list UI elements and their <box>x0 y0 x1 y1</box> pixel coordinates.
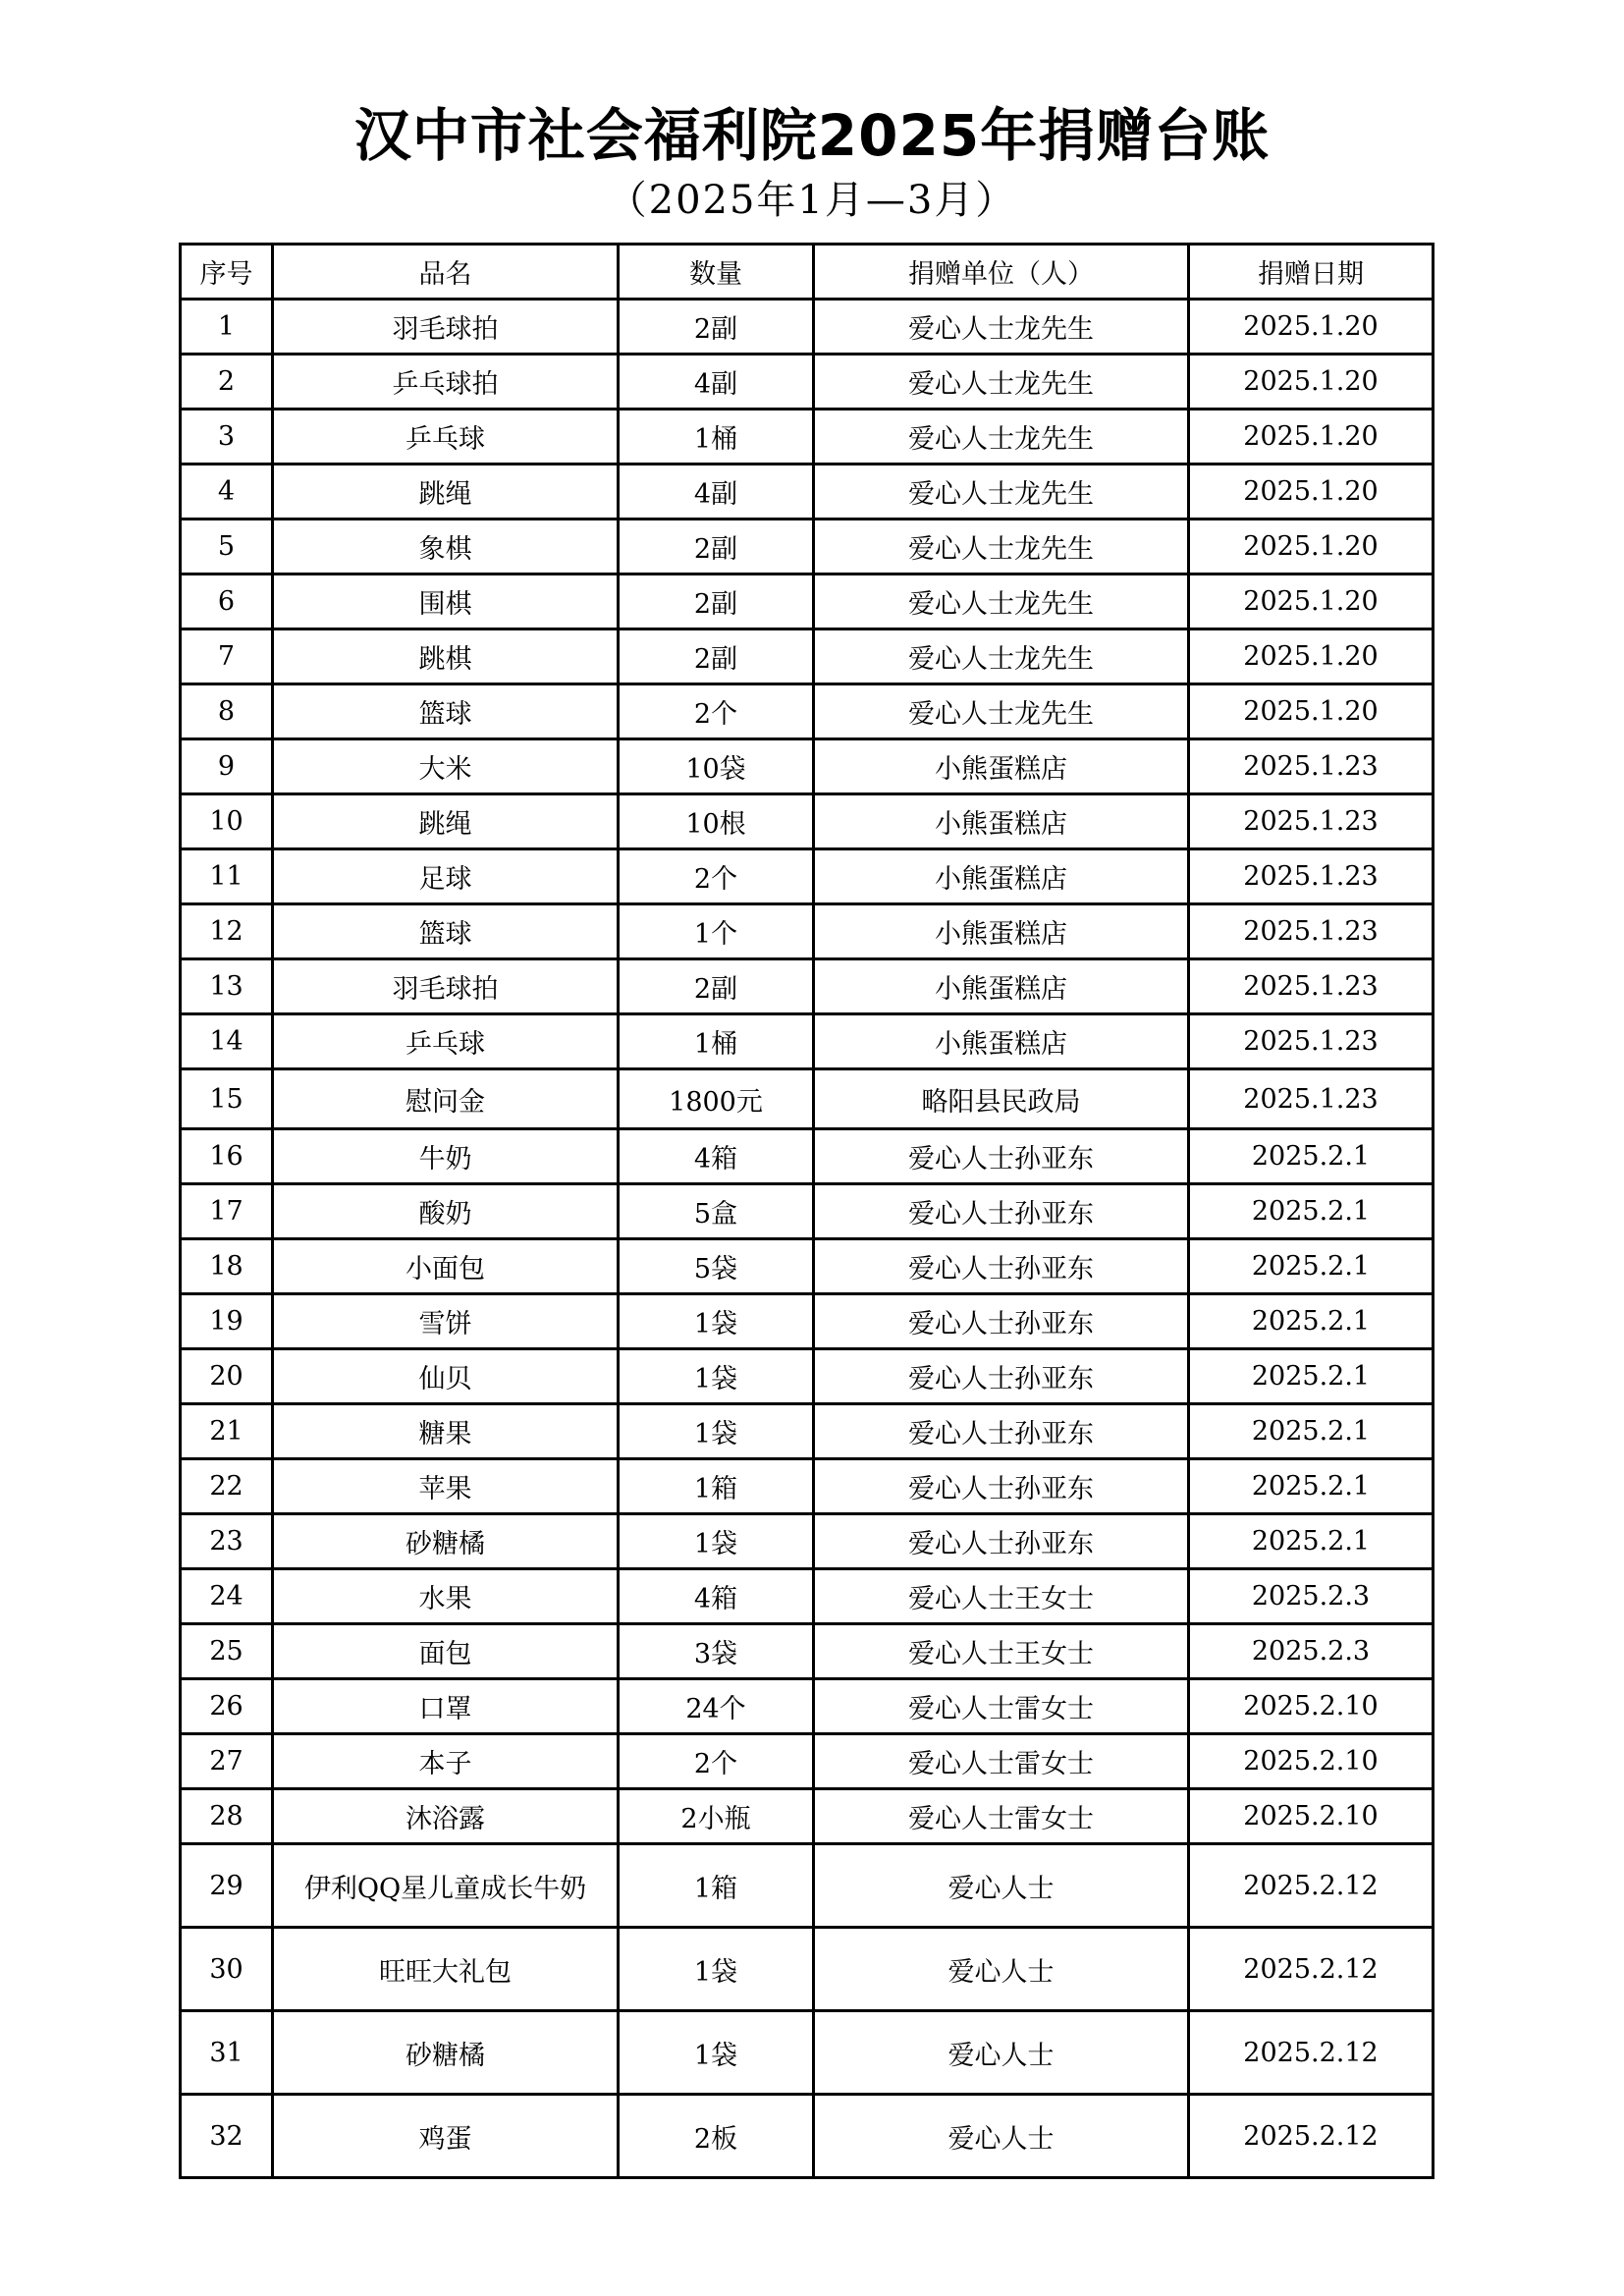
table-row <box>181 2095 1434 2178</box>
cell-index: 27 <box>181 1734 273 1789</box>
cell-quantity: 2副 <box>619 519 814 574</box>
cell-date: 2025.1.23 <box>1189 959 1434 1014</box>
cell-item-name: 沐浴露 <box>273 1789 619 1844</box>
table-row <box>181 1928 1434 2011</box>
cell-quantity: 10袋 <box>619 739 814 794</box>
cell-item-name: 跳绳 <box>273 465 619 519</box>
cell-donor: 爱心人士孙亚东 <box>814 1459 1189 1514</box>
cell-quantity: 2副 <box>619 629 814 684</box>
cell-date: 2025.1.23 <box>1189 739 1434 794</box>
cell-donor: 爱心人士孙亚东 <box>814 1404 1189 1459</box>
cell-item-name: 跳绳 <box>273 794 619 849</box>
cell-item-name: 篮球 <box>273 684 619 739</box>
cell-date: 2025.2.3 <box>1189 1624 1434 1679</box>
table-row <box>181 684 1434 739</box>
cell-quantity: 24个 <box>619 1679 814 1734</box>
cell-index: 13 <box>181 959 273 1014</box>
cell-item-name: 雪饼 <box>273 1294 619 1349</box>
cell-donor: 小熊蛋糕店 <box>814 959 1189 1014</box>
page-subtitle: （2025年1月—3月） <box>607 178 1017 223</box>
cell-quantity: 1箱 <box>619 1459 814 1514</box>
cell-index: 1 <box>181 300 273 355</box>
cell-quantity: 1袋 <box>619 1349 814 1404</box>
table-row <box>181 355 1434 410</box>
cell-quantity: 1箱 <box>619 1844 814 1928</box>
cell-quantity: 3袋 <box>619 1624 814 1679</box>
cell-donor: 爱心人士龙先生 <box>814 410 1189 465</box>
table-row <box>181 794 1434 849</box>
cell-date: 2025.1.23 <box>1189 794 1434 849</box>
cell-donor: 爱心人士龙先生 <box>814 519 1189 574</box>
table-row <box>181 1404 1434 1459</box>
donation-ledger-table <box>179 243 1435 2179</box>
cell-index: 28 <box>181 1789 273 1844</box>
cell-date: 2025.1.20 <box>1189 574 1434 629</box>
cell-quantity: 1袋 <box>619 1404 814 1459</box>
cell-date: 2025.2.1 <box>1189 1514 1434 1569</box>
cell-quantity: 2副 <box>619 574 814 629</box>
cell-index: 12 <box>181 904 273 959</box>
cell-quantity: 1袋 <box>619 1514 814 1569</box>
cell-donor: 爱心人士雷女士 <box>814 1734 1189 1789</box>
cell-donor: 爱心人士 <box>814 1844 1189 1928</box>
cell-index: 23 <box>181 1514 273 1569</box>
cell-quantity: 2板 <box>619 2095 814 2178</box>
cell-item-name: 大米 <box>273 739 619 794</box>
column-header-quantity: 数量 <box>619 245 814 300</box>
header-row <box>181 245 1434 300</box>
cell-donor: 爱心人士龙先生 <box>814 629 1189 684</box>
cell-date: 2025.1.20 <box>1189 355 1434 410</box>
cell-date: 2025.1.23 <box>1189 849 1434 904</box>
cell-date: 2025.2.12 <box>1189 1928 1434 2011</box>
cell-date: 2025.2.12 <box>1189 1844 1434 1928</box>
cell-quantity: 4箱 <box>619 1129 814 1184</box>
table-row <box>181 1514 1434 1569</box>
cell-donor: 爱心人士孙亚东 <box>814 1514 1189 1569</box>
cell-date: 2025.2.10 <box>1189 1789 1434 1844</box>
table-row <box>181 1129 1434 1184</box>
cell-index: 25 <box>181 1624 273 1679</box>
cell-donor: 爱心人士孙亚东 <box>814 1349 1189 1404</box>
cell-index: 17 <box>181 1184 273 1239</box>
cell-date: 2025.2.1 <box>1189 1294 1434 1349</box>
cell-date: 2025.2.1 <box>1189 1184 1434 1239</box>
table-row <box>181 904 1434 959</box>
cell-donor: 爱心人士孙亚东 <box>814 1239 1189 1294</box>
cell-donor: 爱心人士孙亚东 <box>814 1129 1189 1184</box>
cell-item-name: 面包 <box>273 1624 619 1679</box>
cell-date: 2025.1.20 <box>1189 410 1434 465</box>
page-title: 汉中市社会福利院2025年捐赠台账 <box>353 102 1271 169</box>
cell-index: 31 <box>181 2011 273 2095</box>
cell-donor: 爱心人士王女士 <box>814 1624 1189 1679</box>
cell-quantity: 2个 <box>619 1734 814 1789</box>
cell-index: 15 <box>181 1069 273 1129</box>
cell-date: 2025.2.10 <box>1189 1679 1434 1734</box>
cell-date: 2025.2.1 <box>1189 1239 1434 1294</box>
cell-index: 22 <box>181 1459 273 1514</box>
cell-date: 2025.2.12 <box>1189 2095 1434 2178</box>
table-row <box>181 1184 1434 1239</box>
cell-quantity: 1桶 <box>619 1014 814 1069</box>
cell-item-name: 围棋 <box>273 574 619 629</box>
cell-quantity: 2小瓶 <box>619 1789 814 1844</box>
cell-index: 20 <box>181 1349 273 1404</box>
cell-quantity: 1袋 <box>619 2011 814 2095</box>
cell-donor: 小熊蛋糕店 <box>814 849 1189 904</box>
cell-quantity: 1袋 <box>619 1928 814 2011</box>
cell-donor: 爱心人士龙先生 <box>814 465 1189 519</box>
cell-quantity: 2个 <box>619 849 814 904</box>
table-row <box>181 1349 1434 1404</box>
cell-donor: 小熊蛋糕店 <box>814 794 1189 849</box>
cell-date: 2025.1.23 <box>1189 1014 1434 1069</box>
cell-item-name: 羽毛球拍 <box>273 959 619 1014</box>
cell-date: 2025.1.20 <box>1189 629 1434 684</box>
cell-donor: 爱心人士 <box>814 2095 1189 2178</box>
table-row <box>181 1679 1434 1734</box>
table-row <box>181 410 1434 465</box>
cell-donor: 爱心人士龙先生 <box>814 684 1189 739</box>
cell-date: 2025.1.23 <box>1189 904 1434 959</box>
cell-quantity: 5盒 <box>619 1184 814 1239</box>
cell-index: 24 <box>181 1569 273 1624</box>
cell-index: 21 <box>181 1404 273 1459</box>
cell-index: 4 <box>181 465 273 519</box>
cell-quantity: 4箱 <box>619 1569 814 1624</box>
cell-donor: 爱心人士王女士 <box>814 1569 1189 1624</box>
cell-item-name: 伊利QQ星儿童成长牛奶 <box>273 1844 619 1928</box>
cell-date: 2025.1.20 <box>1189 519 1434 574</box>
cell-item-name: 砂糖橘 <box>273 1514 619 1569</box>
cell-item-name: 乒乓球 <box>273 410 619 465</box>
table-row <box>181 574 1434 629</box>
cell-quantity: 2个 <box>619 684 814 739</box>
cell-item-name: 足球 <box>273 849 619 904</box>
table-row <box>181 1459 1434 1514</box>
cell-index: 14 <box>181 1014 273 1069</box>
cell-item-name: 乒乓球 <box>273 1014 619 1069</box>
cell-quantity: 1袋 <box>619 1294 814 1349</box>
cell-index: 11 <box>181 849 273 904</box>
cell-donor: 小熊蛋糕店 <box>814 739 1189 794</box>
cell-quantity: 10根 <box>619 794 814 849</box>
table-row <box>181 1789 1434 1844</box>
cell-date: 2025.1.20 <box>1189 465 1434 519</box>
cell-donor: 爱心人士 <box>814 1928 1189 2011</box>
cell-index: 30 <box>181 1928 273 2011</box>
table-row <box>181 629 1434 684</box>
cell-index: 29 <box>181 1844 273 1928</box>
cell-item-name: 水果 <box>273 1569 619 1624</box>
cell-donor: 略阳县民政局 <box>814 1069 1189 1129</box>
cell-item-name: 糖果 <box>273 1404 619 1459</box>
cell-index: 10 <box>181 794 273 849</box>
cell-item-name: 羽毛球拍 <box>273 300 619 355</box>
cell-date: 2025.1.20 <box>1189 300 1434 355</box>
table-row <box>181 300 1434 355</box>
cell-quantity: 1个 <box>619 904 814 959</box>
cell-quantity: 4副 <box>619 355 814 410</box>
cell-donor: 爱心人士孙亚东 <box>814 1184 1189 1239</box>
cell-donor: 爱心人士龙先生 <box>814 300 1189 355</box>
cell-index: 2 <box>181 355 273 410</box>
column-header-date: 捐赠日期 <box>1189 245 1434 300</box>
cell-date: 2025.2.3 <box>1189 1569 1434 1624</box>
cell-date: 2025.2.12 <box>1189 2011 1434 2095</box>
cell-donor: 爱心人士孙亚东 <box>814 1294 1189 1349</box>
cell-item-name: 旺旺大礼包 <box>273 1928 619 2011</box>
cell-donor: 小熊蛋糕店 <box>814 904 1189 959</box>
cell-quantity: 1桶 <box>619 410 814 465</box>
table-row <box>181 959 1434 1014</box>
cell-item-name: 跳棋 <box>273 629 619 684</box>
cell-index: 3 <box>181 410 273 465</box>
cell-donor: 小熊蛋糕店 <box>814 1014 1189 1069</box>
cell-quantity: 2副 <box>619 959 814 1014</box>
cell-item-name: 酸奶 <box>273 1184 619 1239</box>
cell-quantity: 4副 <box>619 465 814 519</box>
column-header-donor: 捐赠单位（人） <box>814 245 1189 300</box>
cell-index: 26 <box>181 1679 273 1734</box>
cell-donor: 爱心人士 <box>814 2011 1189 2095</box>
cell-item-name: 象棋 <box>273 519 619 574</box>
cell-item-name: 口罩 <box>273 1679 619 1734</box>
cell-index: 7 <box>181 629 273 684</box>
table-row <box>181 1734 1434 1789</box>
cell-date: 2025.2.1 <box>1189 1349 1434 1404</box>
cell-index: 19 <box>181 1294 273 1349</box>
table-row <box>181 1294 1434 1349</box>
cell-item-name: 砂糖橘 <box>273 2011 619 2095</box>
cell-date: 2025.2.1 <box>1189 1404 1434 1459</box>
cell-donor: 爱心人士雷女士 <box>814 1679 1189 1734</box>
table-row <box>181 1239 1434 1294</box>
cell-quantity: 1800元 <box>619 1069 814 1129</box>
cell-item-name: 牛奶 <box>273 1129 619 1184</box>
table-row <box>181 1624 1434 1679</box>
cell-quantity: 2副 <box>619 300 814 355</box>
cell-date: 2025.2.1 <box>1189 1459 1434 1514</box>
cell-index: 16 <box>181 1129 273 1184</box>
table-row <box>181 1569 1434 1624</box>
cell-donor: 爱心人士龙先生 <box>814 355 1189 410</box>
column-header-item: 品名 <box>273 245 619 300</box>
table-row <box>181 2011 1434 2095</box>
table-row <box>181 1014 1434 1069</box>
cell-index: 18 <box>181 1239 273 1294</box>
cell-index: 9 <box>181 739 273 794</box>
cell-date: 2025.1.23 <box>1189 1069 1434 1129</box>
table-body <box>181 300 1434 2178</box>
cell-date: 2025.1.20 <box>1189 684 1434 739</box>
cell-donor: 爱心人士龙先生 <box>814 574 1189 629</box>
cell-item-name: 乒乓球拍 <box>273 355 619 410</box>
cell-index: 8 <box>181 684 273 739</box>
table-row <box>181 1844 1434 1928</box>
cell-item-name: 篮球 <box>273 904 619 959</box>
table-row <box>181 849 1434 904</box>
cell-item-name: 鸡蛋 <box>273 2095 619 2178</box>
cell-index: 6 <box>181 574 273 629</box>
column-header-index: 序号 <box>181 245 273 300</box>
cell-date: 2025.2.1 <box>1189 1129 1434 1184</box>
cell-index: 32 <box>181 2095 273 2178</box>
table-row <box>181 519 1434 574</box>
table-row <box>181 739 1434 794</box>
cell-date: 2025.2.10 <box>1189 1734 1434 1789</box>
cell-item-name: 小面包 <box>273 1239 619 1294</box>
table-row <box>181 465 1434 519</box>
cell-donor: 爱心人士雷女士 <box>814 1789 1189 1844</box>
cell-index: 5 <box>181 519 273 574</box>
cell-quantity: 5袋 <box>619 1239 814 1294</box>
cell-item-name: 苹果 <box>273 1459 619 1514</box>
table-header <box>181 245 1434 300</box>
cell-item-name: 慰问金 <box>273 1069 619 1129</box>
table-row <box>181 1069 1434 1129</box>
cell-item-name: 仙贝 <box>273 1349 619 1404</box>
cell-item-name: 本子 <box>273 1734 619 1789</box>
